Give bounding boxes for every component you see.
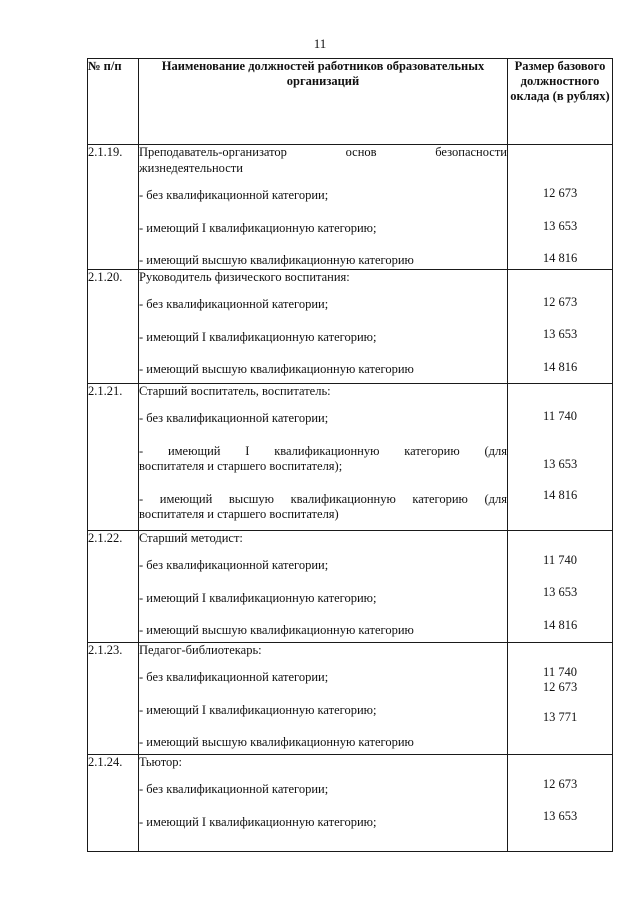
category-label: - имеющий высшую квалификационную категорию (для — [139, 491, 507, 506]
salary-amount: 12 673 — [542, 680, 578, 694]
page-number: 11 — [313, 36, 327, 51]
amount-cell — [508, 754, 613, 851]
table-row — [88, 642, 613, 754]
table-row — [88, 754, 613, 851]
salary-amount: 14 816 — [542, 359, 578, 374]
category-label: - имеющий I квалификационную категорию; — [139, 814, 377, 829]
table-row — [88, 530, 613, 642]
salary-table — [87, 58, 613, 852]
category-label: - имеющий высшую квалификационную категорию — [139, 623, 414, 637]
row-number: 2.1.22. — [88, 530, 139, 642]
category-label: - имеющий I квалификационную категорию; — [139, 329, 377, 344]
salary-amount: 13 653 — [542, 457, 578, 471]
amount-cell — [508, 269, 613, 383]
salary-amount: 14 816 — [542, 487, 578, 502]
header-number: № п/п — [88, 59, 139, 145]
header-base-salary: Размер базового должностного оклада (в рублях) — [508, 59, 613, 145]
salary-amount: 14 816 — [542, 251, 578, 265]
header-position-name: Наименование должностей работников образовательных организаций — [139, 59, 508, 145]
position-cell — [139, 530, 508, 642]
amount-cell — [508, 642, 613, 754]
position-cell — [139, 754, 508, 851]
amount-cell — [508, 383, 613, 530]
category-label: - имеющий высшую квалификационную категорию — [139, 735, 414, 749]
position-title: Старший воспитатель, воспитатель: — [139, 383, 331, 398]
salary-amount: 12 673 — [542, 294, 578, 309]
row-number: 2.1.24. — [88, 754, 139, 851]
salary-amount: 13 653 — [542, 585, 578, 599]
category-label: - без квалификационной категории; — [139, 411, 329, 425]
amount-cell — [508, 145, 613, 270]
row-number: 2.1.21. — [88, 383, 139, 530]
salary-amount: 11 740 — [543, 408, 577, 423]
amount-cell — [508, 530, 613, 642]
position-title: Педагог-библиотекарь: — [139, 642, 262, 657]
row-number: 2.1.19. — [88, 145, 139, 270]
salary-amount: 11 740 — [543, 664, 577, 679]
position-title: Преподаватель-организатор основ безопасности — [139, 145, 507, 159]
salary-amount: 13 653 — [542, 218, 578, 233]
position-cell — [139, 642, 508, 754]
position-cell — [139, 269, 508, 383]
category-label: - имеющий высшую квалификационную категорию — [139, 253, 414, 267]
salary-amount: 12 673 — [542, 186, 578, 200]
position-title: Тьютор: — [139, 754, 182, 769]
category-label: - имеющий I квалификационную категорию; — [139, 590, 377, 605]
table-header-row — [88, 59, 613, 145]
position-title: Старший методист: — [139, 530, 243, 545]
category-label: - без квалификационной категории; — [139, 558, 329, 572]
position-cell — [139, 383, 508, 530]
category-label: - без квалификационной категории; — [139, 782, 329, 796]
position-title-cont: жизнедеятельности — [139, 160, 243, 175]
salary-amount: 14 816 — [542, 617, 578, 632]
salary-amount: 13 771 — [542, 709, 578, 724]
position-title: Руководитель физического воспитания: — [139, 269, 350, 284]
table-row — [88, 383, 613, 530]
row-number: 2.1.20. — [88, 269, 139, 383]
salary-amount: 13 653 — [542, 327, 578, 341]
table-row — [88, 145, 613, 270]
category-label: - без квалификационной категории; — [139, 188, 329, 202]
category-label: - имеющий высшую квалификационную категорию — [139, 362, 414, 376]
salary-amount: 13 653 — [542, 809, 578, 823]
category-block — [139, 444, 507, 492]
category-label-cont: воспитателя и старшего воспитателя); — [139, 459, 343, 473]
category-label: - имеющий I квалификационную категорию; — [139, 702, 377, 717]
category-label: - имеющий I квалификационную категорию; — [139, 220, 377, 235]
row-number: 2.1.23. — [88, 642, 139, 754]
salary-amount: 11 740 — [543, 552, 577, 567]
category-label: - без квалификационной категории; — [139, 670, 329, 684]
salary-amount: 12 673 — [542, 776, 578, 791]
category-label-cont: воспитателя и старшего воспитателя) — [139, 507, 339, 521]
position-cell — [139, 145, 508, 270]
category-label: - без квалификационной категории; — [139, 297, 329, 311]
table-row — [88, 269, 613, 383]
category-label: - имеющий I квалификационную категорию (для — [139, 443, 507, 458]
